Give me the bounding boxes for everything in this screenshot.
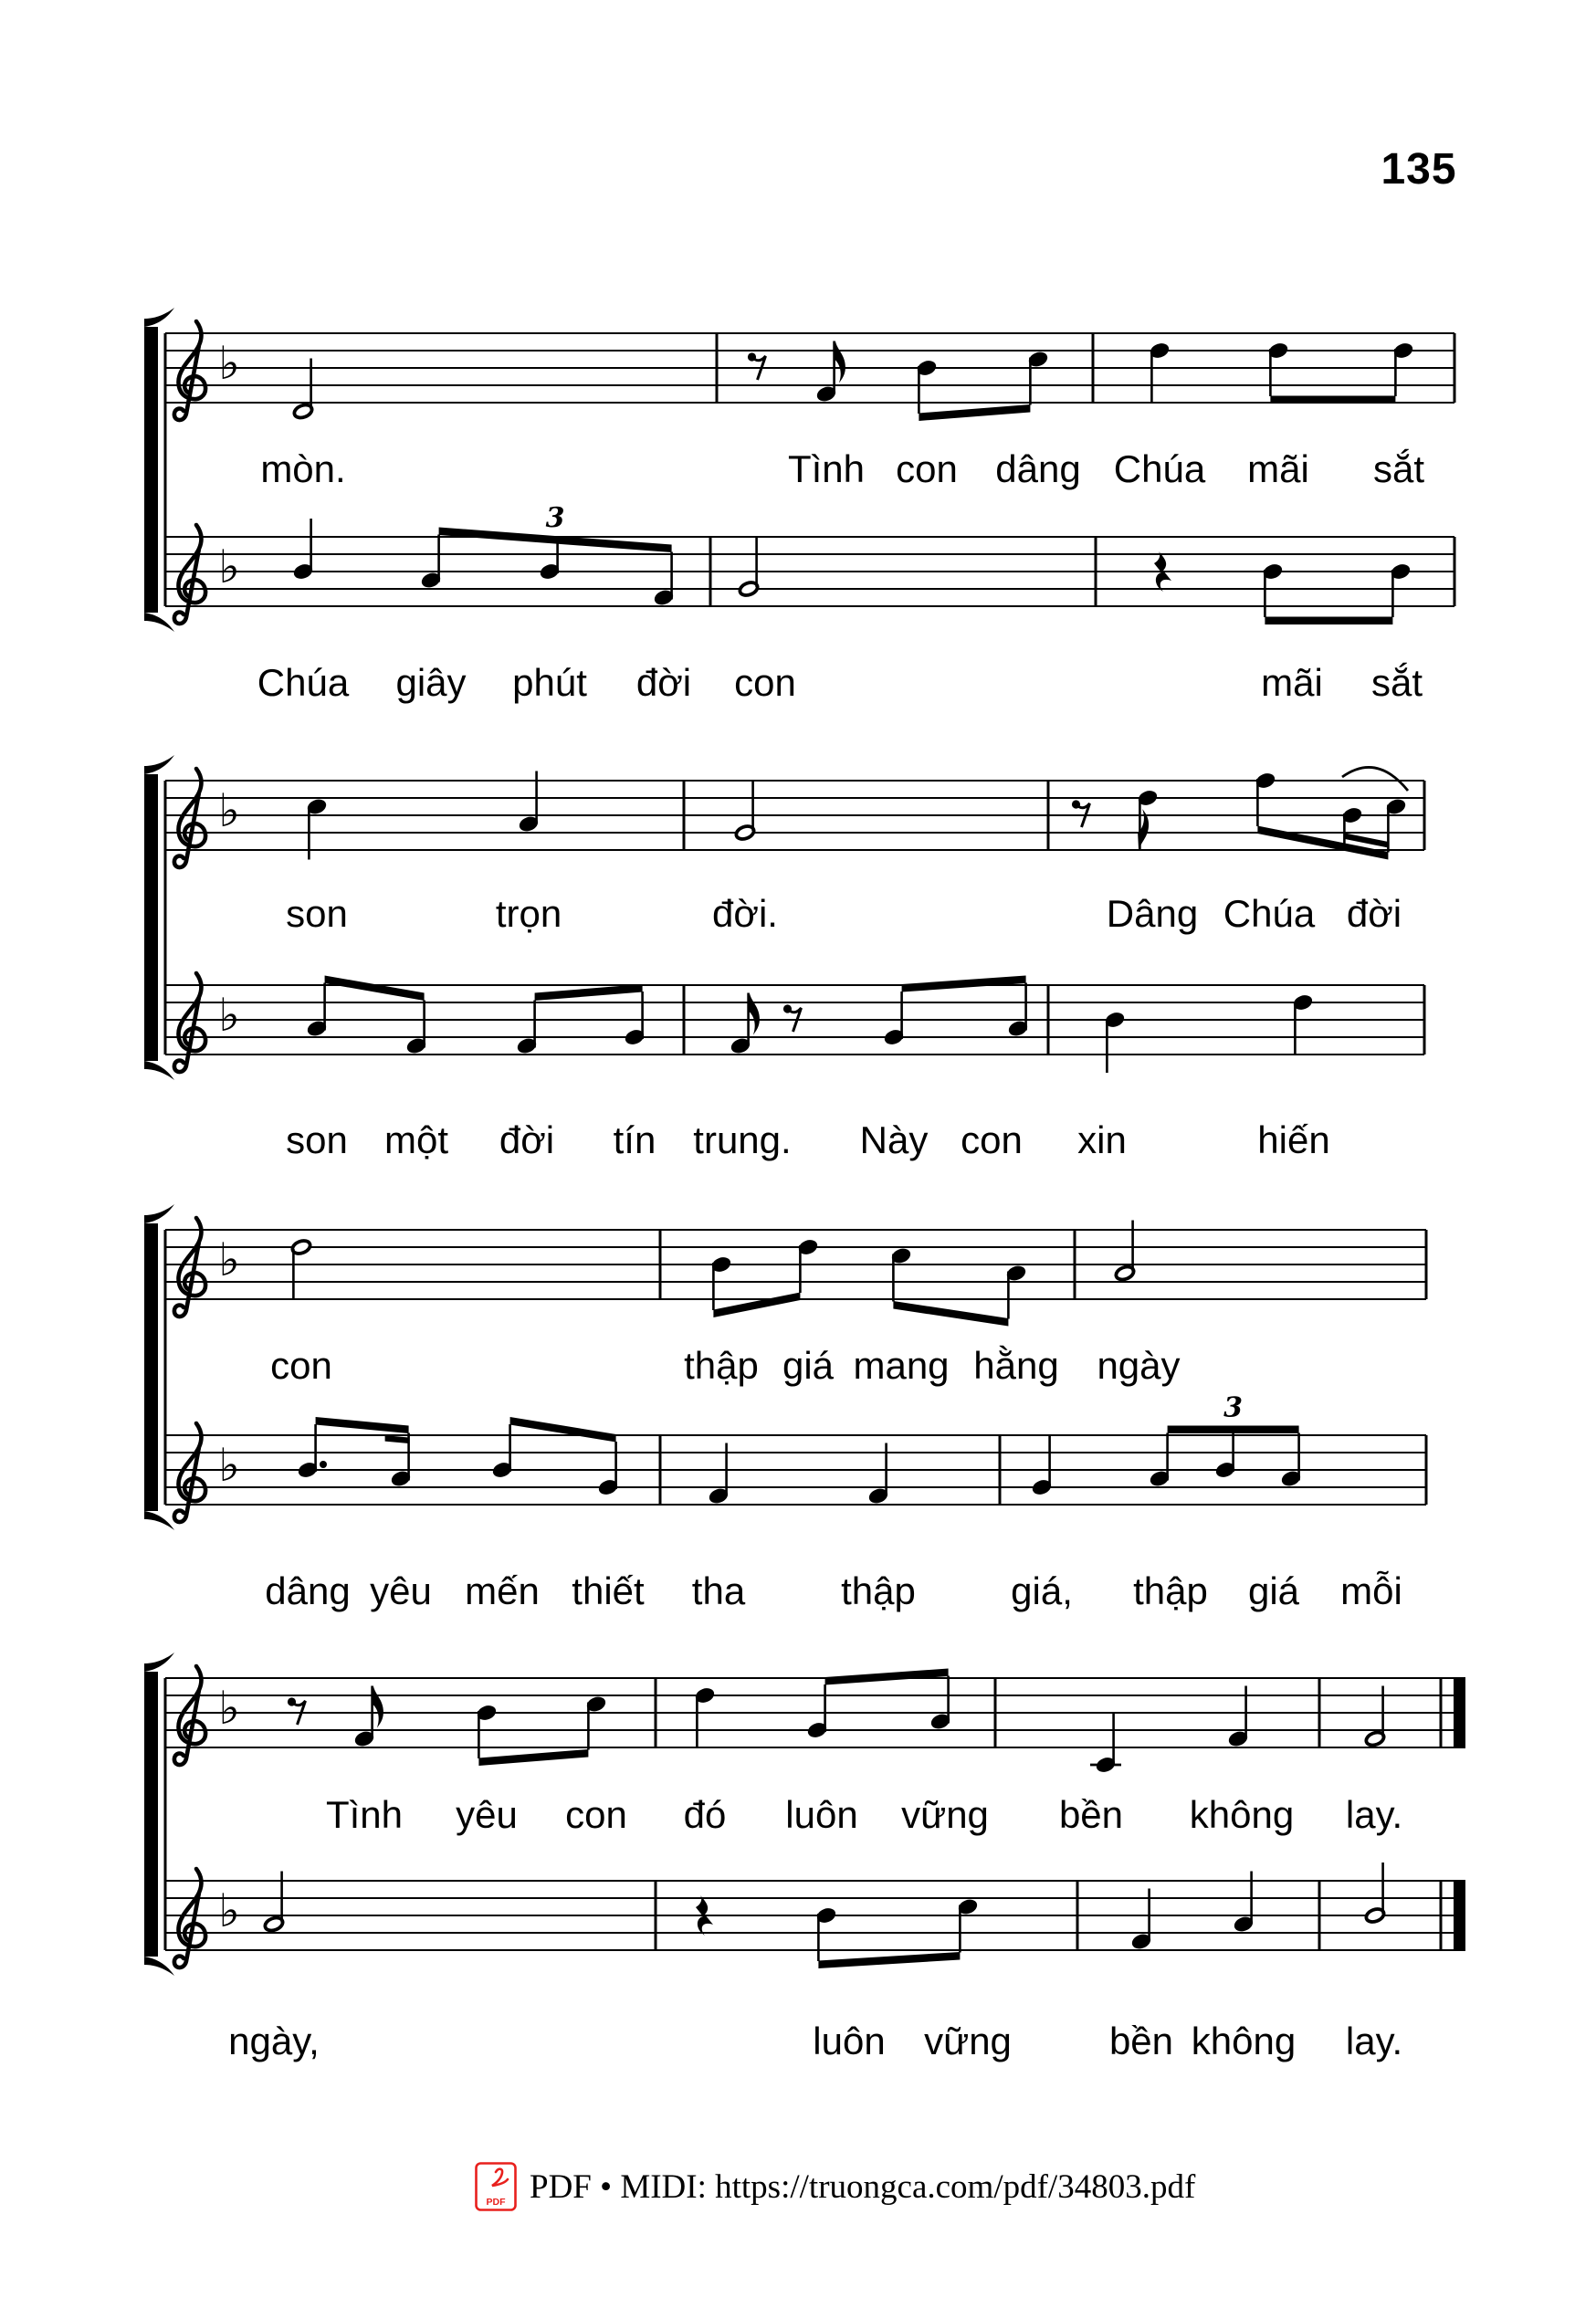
system-bracket <box>144 1653 174 1672</box>
flat-sign: ♭ <box>218 1682 240 1735</box>
lyric-syllable: dâng <box>995 447 1081 490</box>
lyric-syllable: mãi <box>1247 447 1309 490</box>
pdf-file-icon <box>475 2162 517 2211</box>
lyric-syllable: xin <box>1077 1118 1127 1161</box>
lyric-syllable: không <box>1189 1793 1295 1836</box>
lyric-syllable: con <box>734 661 796 704</box>
lyric-syllable: thập <box>1133 1569 1208 1612</box>
lyric-syllable: Chúa <box>1223 892 1316 935</box>
flat-sign: ♭ <box>218 540 240 593</box>
lyric-syllable: đời <box>1346 892 1402 935</box>
eighth-flag <box>749 993 760 1035</box>
treble-clef-icon <box>174 769 205 867</box>
lyric-syllable: son <box>286 1118 348 1161</box>
lyric-syllable: Tình <box>787 447 866 490</box>
flat-sign: ♭ <box>218 1884 240 1937</box>
lyric-syllable: giá, <box>1011 1569 1073 1612</box>
lyric-syllable: Này <box>859 1118 929 1161</box>
system-bracket <box>144 774 158 1061</box>
lyric-syllable: trung. <box>693 1118 792 1161</box>
lyric-syllable: Dâng <box>1106 892 1199 935</box>
system-bracket <box>144 327 158 613</box>
flat-sign: ♭ <box>218 784 240 837</box>
lyric-syllable: con <box>270 1344 332 1387</box>
lyric-syllable: trọn <box>495 892 562 935</box>
beam <box>902 976 1026 992</box>
beam <box>316 1417 409 1433</box>
lyric-syllable: son <box>286 892 348 935</box>
beam <box>478 1749 588 1766</box>
beam <box>818 1952 960 1968</box>
lyric-syllable: giá <box>782 1344 835 1387</box>
lyric-syllable: yêu <box>456 1793 518 1836</box>
staff <box>165 767 1424 935</box>
lyric-syllable: mến <box>465 1569 540 1612</box>
system-bracket <box>144 1957 174 1976</box>
system-bracket <box>144 1204 174 1223</box>
treble-clef-icon <box>174 1666 205 1765</box>
lyric-syllable: đời. <box>712 892 778 935</box>
lyric-syllable: bền <box>1108 2020 1174 2062</box>
secondary-beam <box>385 1435 409 1443</box>
lyric-syllable: luôn <box>813 2020 886 2062</box>
triplet-number: 3 <box>1223 1391 1244 1424</box>
page-number: 135 <box>1381 145 1457 194</box>
system-bracket <box>144 1061 174 1080</box>
system-bracket <box>144 1511 174 1530</box>
beam <box>1270 396 1395 404</box>
footer <box>475 2160 1195 2213</box>
lyric-syllable: Chúa <box>1113 447 1206 490</box>
treble-clef-icon <box>174 1423 205 1522</box>
staff <box>165 973 1424 1161</box>
lyric-syllable: thập <box>684 1344 759 1387</box>
flat-sign: ♭ <box>218 989 240 1042</box>
beam <box>510 1417 616 1443</box>
lyric-syllable: đời <box>499 1118 555 1161</box>
music-system-1 <box>144 308 1454 704</box>
lyric-syllable: mòn. <box>260 447 346 490</box>
treble-clef-icon <box>174 525 205 624</box>
lyric-syllable: một <box>383 1118 449 1161</box>
lyric-syllable: Chúa <box>257 661 350 704</box>
lyric-syllable: vững <box>901 1793 989 1836</box>
lyric-syllable: luôn <box>785 1793 858 1836</box>
lyric-syllable: dâng <box>265 1569 351 1612</box>
system-bracket <box>144 1672 158 1957</box>
lyric-syllable: hằng <box>973 1344 1059 1387</box>
system-bracket <box>144 308 174 327</box>
staff <box>165 1392 1426 1613</box>
lyric-syllable: sắt <box>1372 447 1425 490</box>
lyric-syllable: thập <box>841 1569 916 1612</box>
staff <box>165 502 1454 704</box>
treble-clef-icon <box>174 973 205 1072</box>
lyric-syllable: mỗi <box>1340 1569 1402 1612</box>
staff <box>165 321 1454 490</box>
eighth-flag <box>835 341 845 383</box>
beam <box>825 1669 949 1685</box>
lyric-syllable: tha <box>691 1569 746 1612</box>
lyric-syllable: con <box>961 1118 1023 1161</box>
lyric-syllable: con <box>565 1793 627 1836</box>
staff <box>165 1863 1465 2062</box>
lyric-syllable: phút <box>512 661 587 704</box>
lyric-syllable: sắt <box>1370 661 1423 704</box>
lyric-syllable: đời <box>635 661 692 704</box>
treble-clef-icon <box>174 1869 205 1967</box>
lyric-syllable: không <box>1191 2020 1297 2062</box>
system-bracket <box>144 1223 158 1511</box>
beam <box>325 976 425 1002</box>
lyric-syllable: thiết <box>572 1569 645 1612</box>
flat-sign: ♭ <box>218 337 240 390</box>
beam <box>893 1301 1008 1327</box>
flat-sign: ♭ <box>218 1439 240 1492</box>
lyric-syllable: con <box>896 447 958 490</box>
beam <box>1265 617 1392 625</box>
lyric-syllable: lay. <box>1345 2020 1403 2062</box>
staff <box>165 1218 1426 1387</box>
lyric-syllable: Tình <box>325 1793 404 1836</box>
flat-sign: ♭ <box>218 1233 240 1286</box>
music-system-3 <box>144 1204 1426 1612</box>
staff <box>165 1666 1465 1836</box>
beam <box>713 1293 800 1318</box>
treble-clef-icon <box>174 1218 205 1317</box>
beam <box>1168 1426 1299 1434</box>
lyric-syllable: ngày <box>1097 1344 1181 1387</box>
augmentation-dot <box>320 1461 327 1468</box>
lyric-syllable: yêu <box>370 1569 432 1612</box>
lyric-syllable: hiến <box>1257 1118 1330 1161</box>
lyric-syllable: mãi <box>1261 661 1323 704</box>
system-bracket <box>144 613 174 632</box>
lyric-syllable: mang <box>853 1344 950 1387</box>
lyric-syllable: giây <box>395 661 467 704</box>
final-barline-thick <box>1454 1880 1465 1951</box>
system-bracket <box>144 755 174 774</box>
triplet-number: 3 <box>545 502 565 534</box>
footer-link-text: PDF • MIDI: https://truongca.com/pdf/34803.pdf <box>530 2167 1196 2206</box>
beam <box>535 984 643 1001</box>
final-barline-thick <box>1454 1677 1465 1748</box>
music-system-2 <box>144 755 1424 1161</box>
music-system-4 <box>144 1653 1465 2062</box>
treble-clef-icon <box>174 321 205 420</box>
lyric-syllable: vững <box>924 2020 1012 2062</box>
lyric-syllable: lay. <box>1345 1793 1403 1836</box>
lyric-syllable: tín <box>613 1118 656 1161</box>
slur <box>1342 767 1408 791</box>
eighth-flag <box>373 1686 383 1728</box>
lyric-syllable: bền <box>1058 1793 1124 1836</box>
lyric-syllable: giá <box>1247 1569 1300 1612</box>
pdf-icon-label: PDF <box>486 2197 506 2208</box>
beam <box>919 404 1030 421</box>
lyric-syllable: ngày, <box>228 2020 320 2062</box>
lyric-syllable: đó <box>683 1793 727 1836</box>
